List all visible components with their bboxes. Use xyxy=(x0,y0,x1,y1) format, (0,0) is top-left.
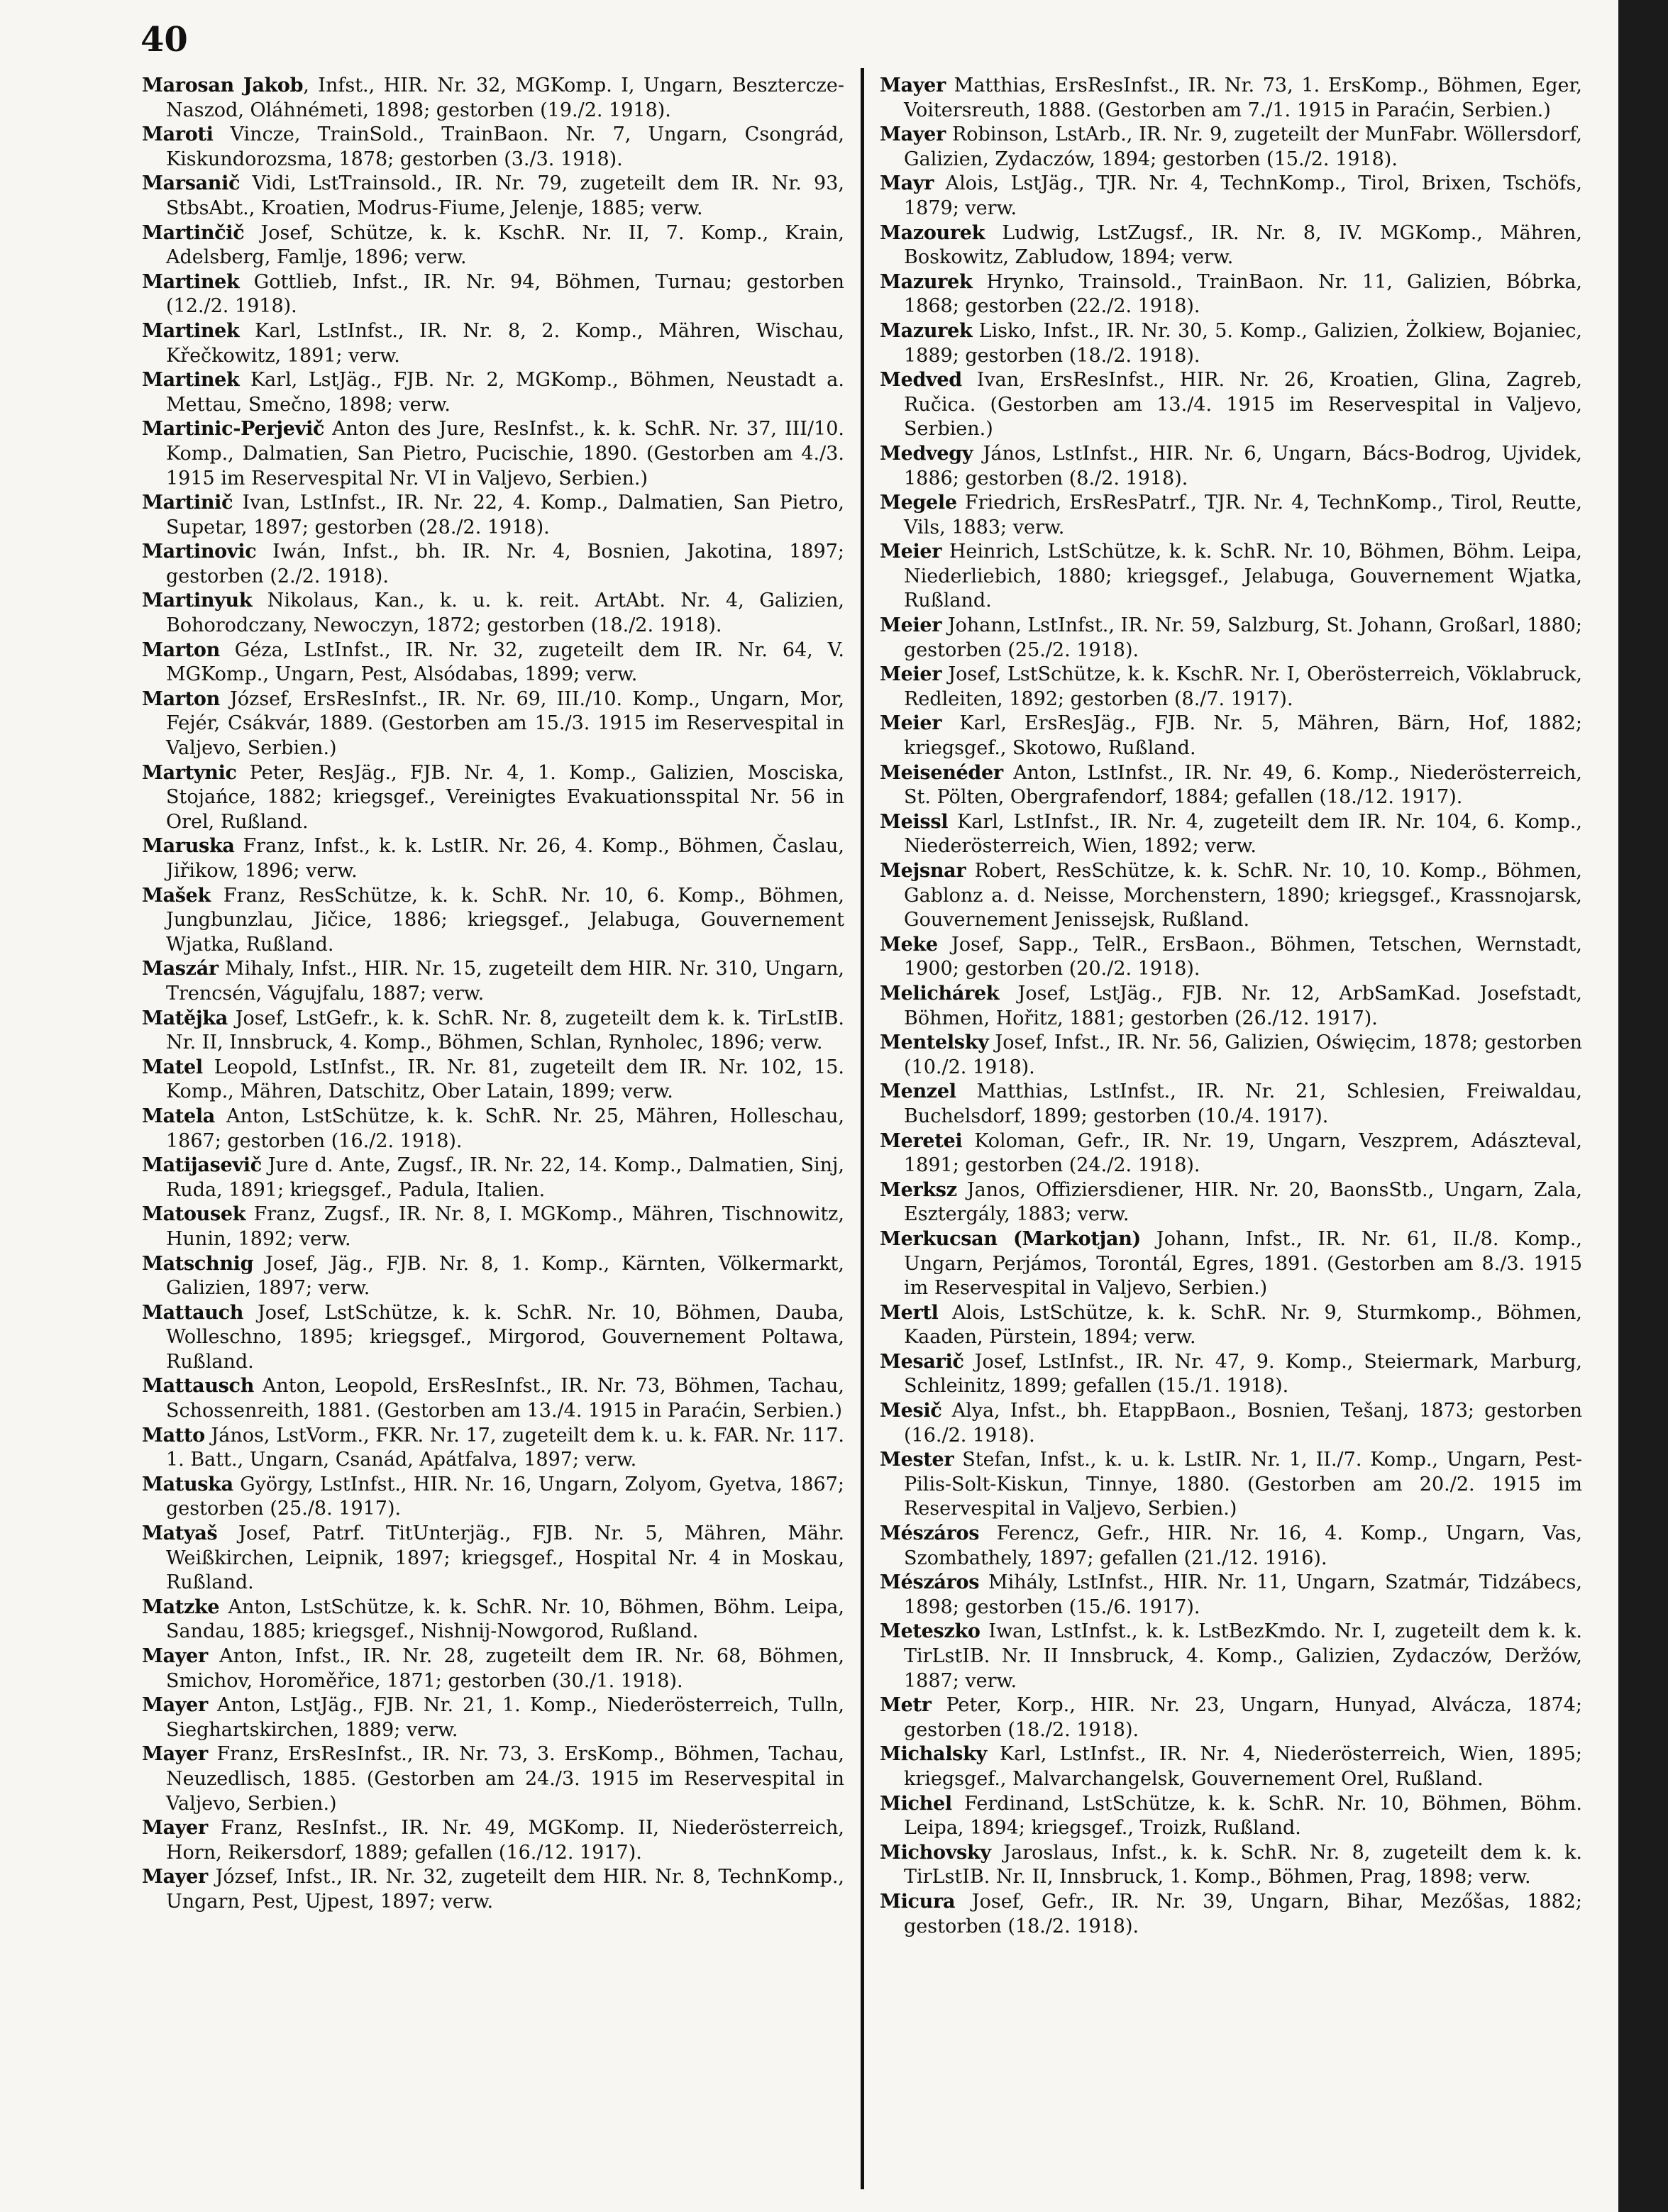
entry-details: Anton, Infst., IR. Nr. 28, zugeteilt dem IR. Nr. 68, Böhmen, Smichov, Horoměřice, 1871; gestorben (30./1. 1918). xyxy=(166,1645,844,1692)
register-entry xyxy=(142,638,844,687)
entry-surname: Meisenéder xyxy=(880,761,1003,784)
entry-surname: Matousek xyxy=(142,1203,246,1226)
entry-surname: Meier xyxy=(880,541,942,563)
entry-details: Anton, Leopold, ErsResInfst., IR. Nr. 73, Böhmen, Tachau, Schossenreith, 1881. (Gestorben am 13./4. 1915 in Paraćin, Serbien.) xyxy=(166,1375,844,1422)
entry-details: Josef, LstInfst., IR. Nr. 47, 9. Komp., Steiermark, Marburg, Schleinitz, 1899; gefallen (15./1. 1918). xyxy=(904,1350,1582,1398)
register-entry xyxy=(880,1301,1582,1350)
entry-surname: Martinek xyxy=(142,369,240,392)
register-entry xyxy=(880,712,1582,761)
entry-surname: Mazurek xyxy=(880,319,973,342)
entry-surname: Meteszko xyxy=(880,1620,981,1643)
register-entry xyxy=(880,859,1582,933)
entry-surname: Mazourek xyxy=(880,221,985,244)
entry-details: Matthias, LstInfst., IR. Nr. 21, Schlesien, Freiwaldau, Buchelsdorf, 1899; gestorben (10./4. 1917). xyxy=(904,1080,1582,1127)
register-entry xyxy=(142,368,844,417)
entry-details: Josef, Sapp., TelR., ErsBaon., Böhmen, Tetschen, Wernstadt, 1900; gestorben (20./2. 1918). xyxy=(904,933,1582,980)
entry-details: Josef, Gefr., IR. Nr. 39, Ungarn, Bihar, Mezőšas, 1882; gestorben (18./2. 1918). xyxy=(904,1890,1582,1937)
entry-surname: Martinič xyxy=(142,492,233,514)
register-entry xyxy=(142,687,844,761)
register-entry xyxy=(880,1890,1582,1939)
entry-details: Iwan, LstInfst., k. k. LstBezKmdo. Nr. I, zugeteilt dem k. k. TirLstIB. Nr. II Innsbruck, 4. Komp., Galizien, Zydaczów, Deržów, 1887; verw. xyxy=(904,1620,1582,1692)
entry-details: Karl, LstInfst., IR. Nr. 4, Niederösterreich, Wien, 1895; kriegsgef., Malvarchangelsk, Gouvernement Orel, Rußland. xyxy=(904,1743,1582,1790)
entry-surname: Martinek xyxy=(142,270,240,293)
entry-surname: Meissl xyxy=(880,810,949,833)
register-entry xyxy=(142,540,844,589)
entry-surname: Michovsky xyxy=(880,1841,991,1864)
register-entry xyxy=(142,1742,844,1816)
entry-surname: Mejsnar xyxy=(880,860,966,882)
entry-surname: Melichárek xyxy=(880,982,1000,1005)
entry-details: Mihály, LstInfst., HIR. Nr. 11, Ungarn, Szatmár, Tidzábecs, 1898; gestorben (15./6. 1917). xyxy=(904,1571,1582,1618)
entry-surname: Marosan Jakob xyxy=(142,74,304,96)
entry-details: Franz, ResSchütze, k. k. SchR. Nr. 10, 6. Komp., Böhmen, Jungbunzlau, Jičice, 1886; kriegsgef., Jelabuga, Gouvernement Wjatka, Rußland. xyxy=(166,884,844,956)
left-column xyxy=(142,74,844,2188)
entry-details: Josef, Schütze, k. k. KschR. Nr. II, 7. Komp., Krain, Adelsberg, Famlje, 1896; verw. xyxy=(166,221,844,269)
entry-surname: Matto xyxy=(142,1424,205,1447)
entry-details: Alois, LstSchütze, k. k. SchR. Nr. 9, Sturmkomp., Böhmen, Kaaden, Pürstein, 1894; verw. xyxy=(904,1301,1582,1349)
entry-details: Josef, LstSchütze, k. k. KschR. Nr. I, Oberösterreich, Vöklabruck, Redleiten, 1892; gestorben (8./7. 1917). xyxy=(904,663,1582,710)
entry-surname: Mayer xyxy=(142,1694,208,1717)
entry-details: Karl, LstJäg., FJB. Nr. 2, MGKomp., Böhmen, Neustadt a. Mettau, Smečno, 1898; verw. xyxy=(166,369,844,416)
entry-details: György, LstInfst., HIR. Nr. 16, Ungarn, Zolyom, Gyetva, 1867; gestorben (25./8. 1917). xyxy=(166,1473,844,1520)
entry-surname: Mesarič xyxy=(880,1350,964,1373)
entry-details: János, LstInfst., HIR. Nr. 6, Ungarn, Bács-Bodrog, Ujvidek, 1886; gestorben (8./2. 1918). xyxy=(904,442,1582,490)
entry-surname: Mazurek xyxy=(880,270,973,293)
entry-details: Josef, LstSchütze, k. k. SchR. Nr. 10, Böhmen, Dauba, Wolleschno, 1895; kriegsgef., Mirgorod, Gouvernement Poltawa, Rußland. xyxy=(166,1301,844,1373)
column-divider xyxy=(861,68,864,2189)
register-entry xyxy=(142,1154,844,1202)
entry-details: Robinson, LstArb., IR. Nr. 9, zugeteilt der MunFabr. Wöllersdorf, Galizien, Zydaczów, 1894; gestorben (15./2. 1918). xyxy=(904,123,1582,170)
register-entry xyxy=(142,884,844,958)
register-entry xyxy=(142,834,844,883)
entry-surname: Matel xyxy=(142,1056,203,1078)
entry-surname: Martynic xyxy=(142,761,237,784)
entry-surname: Martinek xyxy=(142,319,240,342)
entry-surname: Mattauch xyxy=(142,1301,244,1324)
entry-details: Ivan, ErsResInfst., HIR. Nr. 26, Kroatien, Glina, Zagreb, Ručica. (Gestorben am 13./4. 1915 im Reservespital in Valjevo, Serbien.) xyxy=(904,369,1582,441)
entry-details: Josef, LstGefr., k. k. SchR. Nr. 8, zugeteilt dem k. k. TirLstIB. Nr. II, Innsbruck, 4. Komp., Böhmen, Schlan, Rynholec, 1896; verw. xyxy=(166,1007,844,1054)
entry-details: Vidi, LstTrainsold., IR. Nr. 79, zugeteilt dem IR. Nr. 93, StbsAbt., Kroatien, Modrus-Fiume, Jelenje, 1885; verw. xyxy=(166,172,844,219)
entry-surname: Meier xyxy=(880,712,942,735)
register-entry xyxy=(142,172,844,221)
entry-surname: Mattausch xyxy=(142,1375,255,1398)
entry-surname: Matschnig xyxy=(142,1252,254,1275)
register-entry xyxy=(880,1448,1582,1522)
entry-details: Josef, LstJäg., FJB. Nr. 12, ArbSamKad. Josefstadt, Böhmen, Hořitz, 1881; gestorben (26./12. 1917). xyxy=(904,982,1582,1029)
entry-surname: Mašek xyxy=(142,884,211,907)
register-entry xyxy=(880,1693,1582,1742)
entry-surname: Mentelsky xyxy=(880,1032,989,1054)
register-entry xyxy=(142,270,844,319)
entry-surname: Matzke xyxy=(142,1596,220,1618)
register-entry xyxy=(880,442,1582,491)
entry-details: Ivan, LstInfst., IR. Nr. 22, 4. Komp., Dalmatien, San Pietro, Supetar, 1897; gestorben (28./2. 1918). xyxy=(166,492,844,538)
entry-details: Franz, ErsResInfst., IR. Nr. 73, 3. ErsKomp., Böhmen, Tachau, Neuzedlisch, 1885. (Gestorben am 24./3. 1915 im Reservespital in Valjevo, Serbien.) xyxy=(166,1743,844,1815)
entry-surname: Maruska xyxy=(142,835,235,858)
register-entry xyxy=(880,1742,1582,1791)
entry-surname: Matuska xyxy=(142,1473,233,1495)
register-entry xyxy=(142,1473,844,1522)
register-entry xyxy=(880,1841,1582,1890)
register-entry xyxy=(880,1031,1582,1080)
entry-details: Johann, LstInfst., IR. Nr. 59, Salzburg, St. Johann, Großarl, 1880; gestorben (25./2. 1918). xyxy=(904,614,1582,661)
entry-details: , Infst., HIR. Nr. 32, MGKomp. I, Ungarn, Besztercze-Naszod, Oláhnémeti, 1898; gestorben (19./2. 1918). xyxy=(166,74,844,121)
register-entry xyxy=(142,74,844,123)
register-entry xyxy=(142,319,844,368)
entry-details: Josef, Infst., IR. Nr. 56, Galizien, Oświęcim, 1878; gestorben (10./2. 1918). xyxy=(904,1032,1582,1078)
entry-details: Peter, Korp., HIR. Nr. 23, Ungarn, Hunyad, Alvácza, 1874; gestorben (18./2. 1918). xyxy=(904,1694,1582,1741)
register-entry xyxy=(880,933,1582,982)
entry-surname: Mayer xyxy=(142,1817,208,1840)
entry-details: János, LstVorm., FKR. Nr. 17, zugeteilt dem k. u. k. FAR. Nr. 117. 1. Batt., Ungarn, Csanád, Apátfalva, 1897; verw. xyxy=(166,1424,844,1471)
entry-surname: Mészáros xyxy=(880,1522,980,1545)
entry-surname: Mészáros xyxy=(880,1571,980,1594)
entry-details: Anton, LstSchütze, k. k. SchR. Nr. 10, Böhmen, Böhm. Leipa, Sandau, 1885; kriegsgef., Nishnij-Nowgorod, Rußland. xyxy=(166,1596,844,1643)
entry-surname: Merkucsan (Markotjan) xyxy=(880,1227,1142,1250)
register-entry xyxy=(880,540,1582,614)
register-entry xyxy=(142,1816,844,1865)
entry-surname: Medvegy xyxy=(880,442,973,465)
entry-details: Janos, Offiziersdiener, HIR. Nr. 20, BaonsStb., Ungarn, Zala, Esztergály, 1883; verw. xyxy=(904,1178,1582,1226)
entry-details: Karl, ErsResJäg., FJB. Nr. 5, Mähren, Bärn, Hof, 1882; kriegsgef., Skotowo, Rußland. xyxy=(904,712,1582,760)
entry-details: Johann, Infst., IR. Nr. 61, II./8. Komp., Ungarn, Perjámos, Torontál, Egres, 1891. (Gestorben am 8./3. 1915 im Reservespital in Valjevo, Serbien.) xyxy=(904,1227,1582,1300)
register-entry xyxy=(142,1522,844,1596)
register-entry xyxy=(880,1227,1582,1301)
scan-border xyxy=(1618,0,1668,2212)
entry-details: József, Infst., IR. Nr. 32, zugeteilt dem HIR. Nr. 8, TechnKomp., Ungarn, Pest, Ujpest, 1897; verw. xyxy=(166,1866,844,1913)
entry-surname: Micura xyxy=(880,1890,956,1913)
entry-surname: Marton xyxy=(142,638,220,661)
entry-surname: Mayer xyxy=(880,123,946,146)
register-entry xyxy=(142,491,844,540)
entry-surname: Megele xyxy=(880,492,957,514)
entry-details: Nikolaus, Kan., k. u. k. reit. ArtAbt. Nr. 4, Galizien, Bohorodczany, Newoczyn, 1872; gestorben (18./2. 1918). xyxy=(166,590,844,637)
entry-surname: Maszár xyxy=(142,958,219,980)
register-entry xyxy=(880,614,1582,663)
register-entry xyxy=(142,1424,844,1473)
entry-surname: Menzel xyxy=(880,1080,956,1103)
entry-surname: Mayer xyxy=(880,74,946,96)
entry-surname: Medved xyxy=(880,369,962,392)
entry-details: Robert, ResSchütze, k. k. SchR. Nr. 10, 10. Komp., Böhmen, Gablonz a. d. Neisse, Morchenstern, 1890; kriegsgef., Krassnojarsk, Gouvernement Jenissejsk, Rußland. xyxy=(904,860,1582,931)
entry-details: Karl, LstInfst., IR. Nr. 4, zugeteilt dem IR. Nr. 104, 6. Komp., Niederösterreich, Wien, 1892; verw. xyxy=(904,810,1582,858)
register-entry xyxy=(880,1129,1582,1178)
register-entry xyxy=(142,1252,844,1301)
register-entry xyxy=(142,957,844,1006)
entry-details: Stefan, Infst., k. u. k. LstIR. Nr. 1, II./7. Komp., Ungarn, Pest-Pilis-Solt-Kiskun, Tinnye, 1880. (Gestorben am 20./2. 1915 im Reservespital in Valjevo, Serbien.) xyxy=(904,1449,1582,1520)
entry-details: Franz, Zugsf., IR. Nr. 8, I. MGKomp., Mähren, Tischnowitz, Hunin, 1892; verw. xyxy=(166,1203,844,1250)
entry-details: Anton, LstInfst., IR. Nr. 49, 6. Komp., Niederösterreich, St. Pölten, Obergrafendorf, 1884; gefallen (18./12. 1917). xyxy=(904,761,1582,809)
entry-details: Gottlieb, Infst., IR. Nr. 94, Böhmen, Turnau; gestorben (12./2. 1918). xyxy=(166,270,844,318)
register-entry xyxy=(880,1080,1582,1129)
entry-details: Franz, ResInfst., IR. Nr. 49, MGKomp. II, Niederösterreich, Horn, Reikersdorf, 1889; gefallen (16./12. 1917). xyxy=(166,1817,844,1864)
register-entry xyxy=(880,1571,1582,1620)
entry-details: Friedrich, ErsResPatrf., TJR. Nr. 4, TechnKomp., Tirol, Reutte, Vils, 1883; verw. xyxy=(904,492,1582,538)
entry-surname: Metr xyxy=(880,1694,932,1717)
register-entry xyxy=(142,761,844,835)
entry-surname: Mayr xyxy=(880,172,934,195)
entry-details: Josef, Jäg., FJB. Nr. 8, 1. Komp., Kärnten, Völkermarkt, Galizien, 1897; verw. xyxy=(166,1252,844,1300)
entry-surname: Maroti xyxy=(142,123,214,146)
register-entry xyxy=(880,1399,1582,1448)
entry-details: Iwán, Infst., bh. IR. Nr. 4, Bosnien, Jakotina, 1897; gestorben (2./2. 1918). xyxy=(166,541,844,587)
register-entry xyxy=(880,491,1582,540)
entry-details: Jaroslaus, Infst., k. k. SchR. Nr. 8, zugeteilt dem k. k. TirLstIB. Nr. II, Innsbruck, 1. Komp., Böhmen, Prag, 1898; verw. xyxy=(904,1841,1582,1889)
right-column xyxy=(880,74,1582,2188)
entry-surname: Martinic-Perjevič xyxy=(142,418,325,441)
register-entry xyxy=(880,1350,1582,1399)
register-entry xyxy=(142,1202,844,1251)
register-entry xyxy=(880,123,1582,172)
register-entry xyxy=(880,810,1582,859)
entry-surname: Meretei xyxy=(880,1129,963,1152)
entry-details: Josef, Patrf. TitUnterjäg., FJB. Nr. 5, Mähren, Mähr. Weißkirchen, Leipnik, 1897; kriegsgef., Hospital Nr. 4 in Moskau, Rußland. xyxy=(166,1522,844,1594)
register-entry xyxy=(880,1522,1582,1571)
entry-surname: Martinčič xyxy=(142,221,245,244)
entry-details: Alya, Infst., bh. EtappBaon., Bosnien, Tešanj, 1873; gestorben (16./2. 1918). xyxy=(904,1400,1582,1447)
register-entry xyxy=(142,1007,844,1056)
entry-details: Ludwig, LstZugsf., IR. Nr. 8, IV. MGKomp., Mähren, Boskowitz, Zabludow, 1894; verw. xyxy=(904,221,1582,269)
entry-details: Géza, LstInfst., IR. Nr. 32, zugeteilt dem IR. Nr. 64, V. MGKomp., Ungarn, Pest, Alsódabas, 1899; verw. xyxy=(166,638,844,686)
entry-details: Heinrich, LstSchütze, k. k. SchR. Nr. 10, Böhmen, Böhm. Leipa, Niederliebich, 1880; kriegsgef., Jelabuga, Gouvernement Wjatka, Rußland. xyxy=(904,541,1582,612)
entry-surname: Martinyuk xyxy=(142,590,253,612)
entry-details: Anton, LstSchütze, k. k. SchR. Nr. 25, Mähren, Holleschau, 1867; gestorben (16./2. 1918). xyxy=(166,1105,844,1152)
entry-surname: Michalsky xyxy=(880,1743,987,1766)
register-entry xyxy=(880,172,1582,221)
entry-surname: Mesič xyxy=(880,1400,942,1422)
register-entry xyxy=(880,663,1582,712)
register-entry xyxy=(142,1596,844,1644)
register-entry xyxy=(142,123,844,172)
register-entry xyxy=(880,270,1582,319)
register-entry xyxy=(880,1792,1582,1841)
register-entry xyxy=(142,1105,844,1154)
register-entry xyxy=(880,74,1582,123)
entry-surname: Matyaš xyxy=(142,1522,218,1545)
register-entry xyxy=(880,1620,1582,1693)
register-entry xyxy=(880,221,1582,270)
entry-details: Franz, Infst., k. k. LstIR. Nr. 26, 4. Komp., Böhmen, Časlau, Jiřikow, 1896; verw. xyxy=(166,835,844,882)
register-entry xyxy=(142,589,844,638)
entry-details: Karl, LstInfst., IR. Nr. 8, 2. Komp., Mähren, Wischau, Křečkowitz, 1891; verw. xyxy=(166,319,844,367)
entry-surname: Mayer xyxy=(142,1866,208,1889)
register-entry xyxy=(142,221,844,270)
entry-details: Alois, LstJäg., TJR. Nr. 4, TechnKomp., Tirol, Brixen, Tschöfs, 1879; verw. xyxy=(904,172,1582,219)
entry-surname: Meier xyxy=(880,663,942,686)
register-entry xyxy=(142,1374,844,1423)
entry-surname: Marsanič xyxy=(142,172,241,195)
entry-surname: Mester xyxy=(880,1449,954,1471)
entry-surname: Matějka xyxy=(142,1007,228,1029)
entry-details: Ferencz, Gefr., HIR. Nr. 16, 4. Komp., Ungarn, Vas, Szombathely, 1897; gefallen (21./12. 1916). xyxy=(904,1522,1582,1569)
entry-surname: Meke xyxy=(880,933,938,956)
entry-surname: Michel xyxy=(880,1792,952,1815)
register-entry xyxy=(142,1056,844,1105)
entry-details: Lisko, Infst., IR. Nr. 30, 5. Komp., Galizien, Żolkiew, Bojaniec, 1889; gestorben (18./2. 1918). xyxy=(904,319,1582,367)
entry-surname: Martinovic xyxy=(142,541,257,563)
register-entry xyxy=(880,368,1582,442)
entry-details: Jure d. Ante, Zugsf., IR. Nr. 22, 14. Komp., Dalmatien, Sinj, Ruda, 1891; kriegsgef., Padula, Italien. xyxy=(166,1154,844,1201)
entry-details: Peter, ResJäg., FJB. Nr. 4, 1. Komp., Galizien, Mosciska, Stojańce, 1882; kriegsgef., Vereinigtes Evakuationsspital Nr. 56 in Orel, Rußland. xyxy=(166,761,844,833)
register-entry xyxy=(142,1693,844,1742)
register-entry xyxy=(880,319,1582,368)
entry-surname: Matijasevič xyxy=(142,1154,262,1177)
entry-details: Koloman, Gefr., IR. Nr. 19, Ungarn, Veszprem, Adászteval, 1891; gestorben (24./2. 1918). xyxy=(904,1129,1582,1177)
register-entry xyxy=(142,1301,844,1375)
entry-details: Ferdinand, LstSchütze, k. k. SchR. Nr. 10, Böhmen, Böhm. Leipa, 1894; kriegsgef., Troizk, Rußland. xyxy=(904,1792,1582,1840)
entry-surname: Mayer xyxy=(142,1645,208,1667)
entry-surname: Meier xyxy=(880,614,942,637)
entry-surname: Merksz xyxy=(880,1178,957,1201)
entry-details: Mihaly, Infst., HIR. Nr. 15, zugeteilt dem HIR. Nr. 310, Ungarn, Trencsén, Vágujfalu, 1887; verw. xyxy=(166,958,844,1005)
register-entry xyxy=(142,1865,844,1914)
register-entry xyxy=(142,417,844,491)
register-entry xyxy=(880,982,1582,1031)
register-entry xyxy=(880,761,1582,810)
register-entry xyxy=(880,1178,1582,1227)
entry-details: József, ErsResInfst., IR. Nr. 69, III./10. Komp., Ungarn, Mor, Fejér, Csákvár, 1889. (Gestorben am 15./3. 1915 im Reservespital in Valjevo, Serbien.) xyxy=(166,687,844,760)
entry-details: Hrynko, Trainsold., TrainBaon. Nr. 11, Galizien, Bóbrka, 1868; gestorben (22./2. 1918). xyxy=(904,270,1582,318)
entry-details: Leopold, LstInfst., IR. Nr. 81, zugeteilt dem IR. Nr. 102, 15. Komp., Mähren, Datschitz, Ober Latain, 1899; verw. xyxy=(166,1056,844,1103)
entry-surname: Matela xyxy=(142,1105,215,1127)
entry-surname: Mertl xyxy=(880,1301,939,1324)
entry-details: Anton, LstJäg., FJB. Nr. 21, 1. Komp., Niederösterreich, Tulln, Sieghartskirchen, 1889; verw. xyxy=(166,1694,844,1741)
entry-details: Vincze, TrainSold., TrainBaon. Nr. 7, Ungarn, Csongrád, Kiskundorozsma, 1878; gestorben (3./3. 1918). xyxy=(166,123,844,170)
entry-surname: Mayer xyxy=(142,1743,208,1766)
register-entry xyxy=(142,1644,844,1693)
entry-surname: Marton xyxy=(142,687,220,710)
page-number: 40 xyxy=(140,20,188,60)
entry-details: Anton des Jure, ResInfst., k. k. SchR. Nr. 37, III/10. Komp., Dalmatien, San Pietro, Pucischie, 1890. (Gestorben am 4./3. 1915 im Reservespital Nr. VI in Valjevo, Serbien.) xyxy=(166,418,844,490)
entry-details: Matthias, ErsResInfst., IR. Nr. 73, 1. ErsKomp., Böhmen, Eger, Voitersreuth, 1888. (Gestorben am 7./1. 1915 in Paraćin, Serbien.) xyxy=(904,74,1582,121)
